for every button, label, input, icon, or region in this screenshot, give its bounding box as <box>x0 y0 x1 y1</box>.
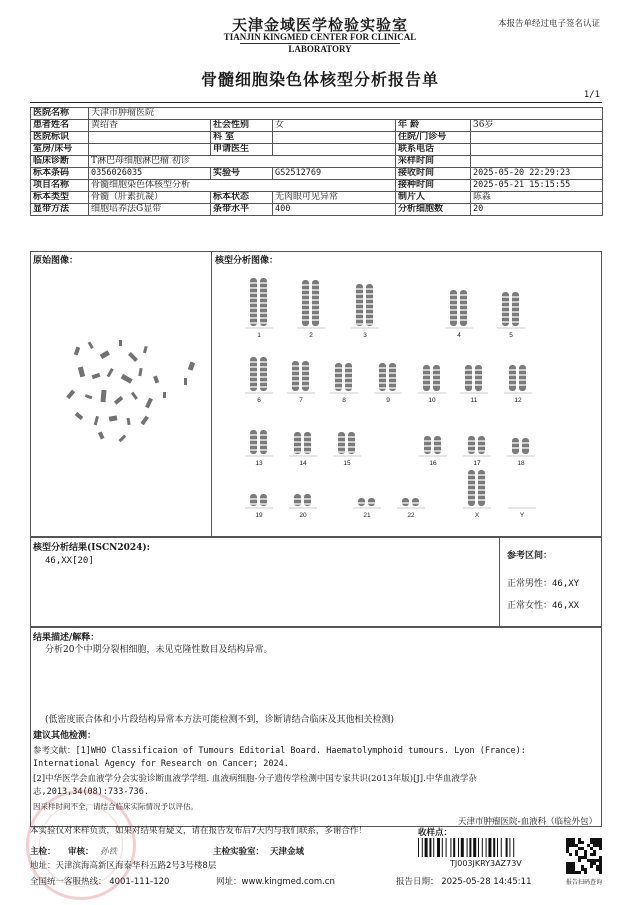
chromosome-label: 1 <box>257 332 261 339</box>
karyotype-result: 46,XX[20] <box>45 556 94 566</box>
receiver-value: 天津市肿瘤医院-血液科（临检外包） <box>458 817 598 827</box>
reference-2-cont: 志,2013,34(08):733-736. <box>33 787 149 797</box>
specimen-type-label: 标本类型 <box>31 192 89 204</box>
lab-name-en-line2: LABORATORY <box>240 43 400 54</box>
chromosome-label: 18 <box>517 460 525 467</box>
description-section <box>30 627 602 827</box>
chromosome-label: 5 <box>509 332 513 339</box>
age-label: 年 龄 <box>396 120 471 132</box>
lab-name-en-line1: TIANJIN KINGMED CENTER FOR CLINICAL <box>223 32 417 42</box>
name-label: 患者姓名 <box>31 120 89 132</box>
chromosome-label: 21 <box>363 512 371 519</box>
department-value <box>273 132 396 144</box>
chromosome-label: 14 <box>299 460 307 467</box>
receive-time-label: 接收时间 <box>396 168 471 180</box>
description-text: 分析20个中期分裂相细胞，未见克隆性数目及结构异常。 <box>45 645 273 655</box>
chromosome-label: 6 <box>257 397 261 404</box>
receiver-label: 收样点： <box>418 828 453 838</box>
footer-notice: 本实验仅对来样负责，如果对结果有疑义，请在报告发布后7天内与我们联系，多谢合作！ <box>30 826 367 836</box>
collect-time-label: 采样时间 <box>396 156 471 168</box>
chromosome-pair-20 <box>289 494 317 519</box>
reference-normal-female: 正常女性：46,XX <box>507 601 580 611</box>
ward-bed-value <box>89 144 211 156</box>
sex-label: 社会性别 <box>211 120 273 132</box>
chromosome-label: 11 <box>470 397 478 404</box>
inspector-label: 主检： <box>30 847 56 857</box>
hospital-label: 医院名称 <box>31 108 89 120</box>
hospital-id-label: 医院标识 <box>31 132 89 144</box>
reference-1: 参考文献：[1]WHO Classificaion of Tumours Editorial Board. Haematolymphoid tumours. Lyon (France): <box>33 746 526 756</box>
chromosome-label: 2 <box>309 332 313 339</box>
project-label: 项目名称 <box>31 180 89 192</box>
chromosome-pair-11 <box>460 365 488 404</box>
result-section <box>30 537 602 627</box>
barcode-label: 标本条码 <box>31 168 89 180</box>
chromosome-label: 10 <box>428 397 436 404</box>
chromosome-pair-9 <box>374 363 402 404</box>
report-barcode <box>418 838 558 857</box>
chromosome-pair-5 <box>497 292 525 339</box>
reference-2: [2]中华医学会血液学分会实验诊断血液学学组. 血液病细胞-分子遗传学检测中国专家共识(2013年版)[J].中华血液学杂 <box>33 774 477 784</box>
ward-bed-label: 室房/床号 <box>31 144 89 156</box>
lab-no-value: GS2512769 <box>273 168 396 180</box>
reviewer-signature: 孙铁 <box>100 847 118 857</box>
phone-label: 联系电话 <box>396 144 471 156</box>
chromosome-label: 20 <box>299 512 307 519</box>
chromosome-pair-X <box>463 470 491 519</box>
chromosome-pair-18 <box>507 438 535 467</box>
chromosome-pair-7 <box>287 361 315 404</box>
chromosome-pair-2 <box>297 280 325 339</box>
chromosome-label: 12 <box>514 397 522 404</box>
original-image-label: 原始图像： <box>33 256 79 266</box>
chromosome-label: 17 <box>473 460 481 467</box>
reference-normal-male: 正常男性：46,XY <box>507 579 580 589</box>
doctor-value <box>273 144 396 156</box>
name-value: 黄绍香 <box>89 120 211 132</box>
limitation-note: (低密度嵌合体和小片段结构异常本方法可能检测不到，诊断请结合临床及其他相关检测) <box>45 715 395 725</box>
image-section <box>30 251 602 537</box>
inpatient-no-value <box>471 132 603 144</box>
chromosome-label: 9 <box>386 397 390 404</box>
specimen-status-value: 无肉眼可见异常 <box>273 192 396 204</box>
chromosome-pair-8 <box>330 363 358 404</box>
inoculation-time-value: 2025-05-21 15:15:55 <box>471 180 603 192</box>
inpatient-no-label: 住院/门诊号 <box>396 132 471 144</box>
result-divider <box>499 538 500 626</box>
chromosome-pair-6 <box>245 357 273 404</box>
chromosome-pair-21 <box>353 498 381 519</box>
chromosome-pair-15 <box>333 432 361 467</box>
chromosome-pair-14 <box>289 432 317 467</box>
chromosome-pair-13 <box>245 430 273 467</box>
band-level-label: 条带水平 <box>211 204 273 216</box>
banding-method-label: 显带方法 <box>31 204 89 216</box>
patient-info-table <box>30 107 603 216</box>
diagnosis-label: 临床诊断 <box>31 156 89 168</box>
doctor-label: 申请医生 <box>211 144 273 156</box>
chromosome-label: 19 <box>255 512 263 519</box>
chromosome-label: 15 <box>343 460 351 467</box>
address: 地址：天津滨海高新区海泰华科五路2号3号楼8层 <box>30 861 217 871</box>
karyogram-image <box>231 266 601 536</box>
reference-1-cont: International Agency for Research on Cancer; 2024. <box>33 759 289 769</box>
age-value: 36岁 <box>471 120 603 132</box>
header-rule <box>30 102 602 103</box>
sex-value: 女 <box>273 120 396 132</box>
hospital-value: 天津市肿瘤医院 <box>89 108 603 120</box>
specimen-status-label: 标本状态 <box>211 192 273 204</box>
image-divider <box>211 252 212 536</box>
barcode-value: 0356026035 <box>89 168 211 180</box>
collect-time-value <box>471 156 603 168</box>
page-number: 1/1 <box>583 90 600 100</box>
result-label: 核型分析结果(ISCN2024): <box>33 543 150 553</box>
karyotype-image-label: 核型分析图像： <box>215 256 279 266</box>
chromosome-label: X <box>474 512 480 519</box>
main-lab-label: 主检实验室： <box>213 847 265 857</box>
receive-time-value: 2025-05-20 22:29:23 <box>471 168 603 180</box>
lab-name-cn: 天津金域医学检验实验室 <box>231 16 408 34</box>
description-label: 结果描述/解释： <box>33 633 100 643</box>
report-qr-code <box>566 838 602 874</box>
reference-label: 参考区间： <box>507 551 553 561</box>
suggestion-label: 建议其他检测： <box>33 731 97 741</box>
band-level-value: 400 <box>273 204 396 216</box>
report-title: 骨髓细胞染色体核型分析报告单 <box>200 70 439 89</box>
project-value: 骨髓细胞染色体核型分析 <box>89 180 396 192</box>
chromosome-label: 4 <box>457 332 461 339</box>
chromosome-pair-Y <box>508 508 536 519</box>
lab-no-label: 实验号 <box>211 168 273 180</box>
hotline: 全国统一客服热线： 4001-111-120 <box>30 877 170 887</box>
main-lab-value: 天津金域 <box>270 847 305 857</box>
chromosome-label: Y <box>519 512 525 519</box>
chromosome-pair-17 <box>463 436 491 467</box>
chromosome-pair-1 <box>245 278 273 339</box>
hospital-id-value <box>89 132 211 144</box>
chromosome-label: 22 <box>407 512 415 519</box>
diagnosis-value: T淋巴母细胞淋巴瘤 初诊 <box>89 156 396 168</box>
preparer-label: 制片人 <box>396 192 471 204</box>
chromosome-label: 7 <box>299 397 303 404</box>
chromosome-pair-19 <box>245 494 273 519</box>
chromosome-pair-10 <box>418 365 446 404</box>
chromosome-pair-4 <box>445 290 473 339</box>
chromosome-pair-3 <box>351 284 379 339</box>
qr-caption: 报告扫码查询 <box>566 879 603 886</box>
report-code: TJ003JKRY3AZ73V <box>450 859 522 868</box>
chromosome-pair-22 <box>397 498 425 519</box>
inoculation-time-label: 接种时间 <box>396 180 471 192</box>
chromosome-label: 16 <box>429 460 437 467</box>
cells-analyzed-label: 分析细胞数 <box>396 204 471 216</box>
banding-method-value: 细胞培养法G显带 <box>89 204 211 216</box>
cells-analyzed-value: 20 <box>471 204 603 216</box>
phone-value <box>471 144 603 156</box>
website: 网址：www.kingmed.com.cn <box>216 877 335 887</box>
specimen-type-value: 骨髓（肝素抗凝） <box>89 192 211 204</box>
department-label: 科 室 <box>211 132 273 144</box>
report-date: 报告日期： 2025-05-28 14:45:11 <box>396 877 532 887</box>
preparer-value: 陈淼 <box>471 192 603 204</box>
reviewer-label: 审核： <box>68 847 94 857</box>
chromosome-pair-16 <box>419 436 447 467</box>
disclaimer: 因采样时间不全，请结合临床实际情况予以评估。 <box>33 802 198 811</box>
chromosome-label: 13 <box>255 460 263 467</box>
certification-note: 本报告单经过电子签名认证 <box>497 19 600 29</box>
chromosome-pair-12 <box>504 365 532 404</box>
lab-name-en <box>210 32 430 54</box>
metaphase-spread-image <box>39 332 209 452</box>
chromosome-label: 8 <box>342 397 346 404</box>
chromosome-label: 3 <box>363 332 367 339</box>
